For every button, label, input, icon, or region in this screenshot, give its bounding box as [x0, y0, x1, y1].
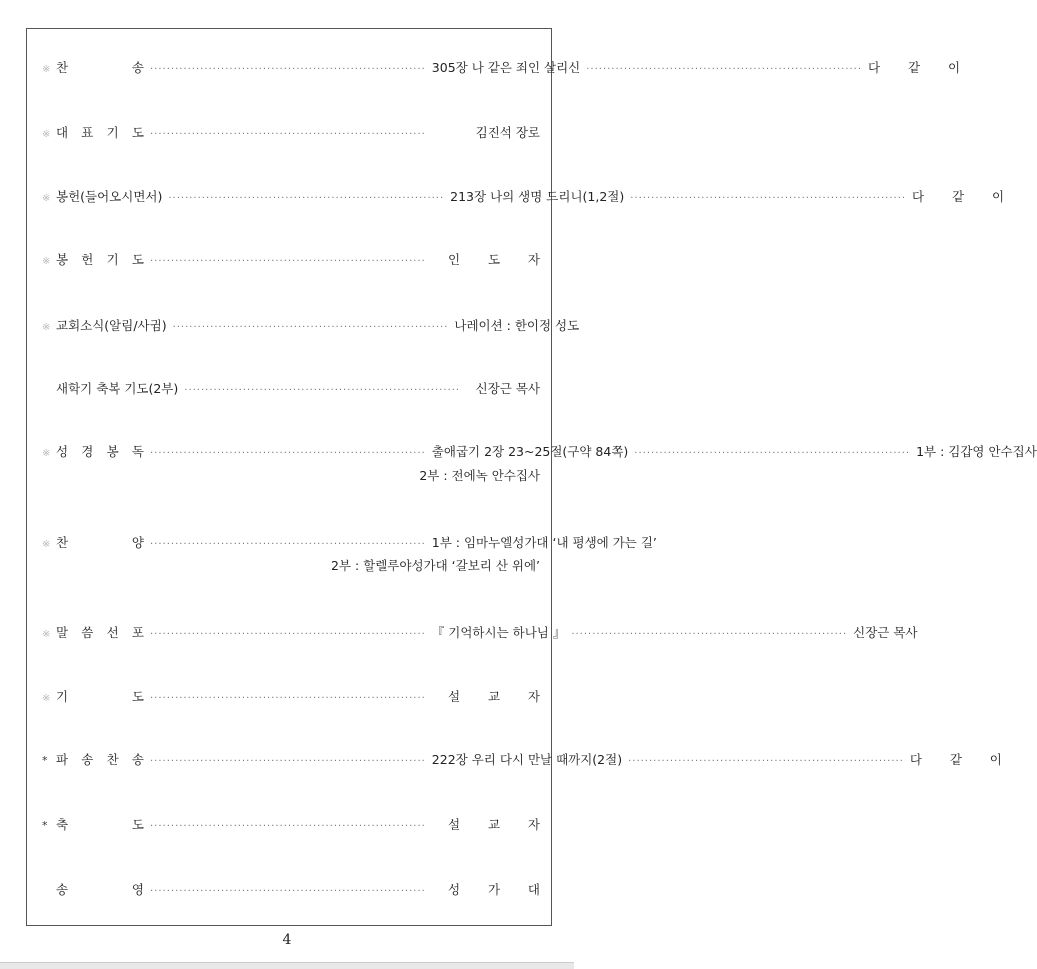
order-item-leader [910, 752, 1002, 768]
order-item-detail: 출애굽기 2장 23~25절(구약 84쪽) [431, 444, 629, 459]
title-char: 독 [131, 444, 144, 459]
order-item-leader [448, 882, 540, 898]
order-row [42, 60, 961, 78]
title-char: 송 [131, 60, 144, 75]
leader-dots: ·································································· [571, 629, 848, 640]
leader-char: 성 [448, 882, 461, 897]
leader-dots: ·································································· [150, 256, 426, 267]
title-char: 경 [81, 444, 94, 459]
order-item-leader: 신장근 목사 [853, 625, 918, 640]
leader-char: 교 [487, 817, 501, 832]
leader-dots: ·································································· [586, 64, 863, 75]
title-char: 도 [131, 252, 144, 267]
leader-char: 이 [991, 189, 1005, 204]
title-char: 도 [131, 125, 144, 140]
leader-char: 같 [949, 752, 962, 767]
title-char: 송 [131, 752, 144, 767]
order-item-title [56, 444, 144, 460]
order-item-title: 교회소식(알림/사귐) [56, 318, 167, 333]
order-row [42, 318, 580, 336]
order-item-title [56, 252, 144, 268]
order-row [42, 381, 540, 399]
order-item-title [56, 535, 144, 551]
leader-dots: ·································································· [150, 64, 426, 75]
title-char: 포 [131, 625, 144, 640]
standing-mark: ※ [42, 629, 51, 640]
order-row [42, 252, 540, 270]
order-row [42, 625, 918, 643]
title-char: 찬 [106, 752, 119, 767]
leader-char: 다 [909, 752, 922, 767]
order-item-title [56, 689, 144, 705]
leader-dots: ·································································· [184, 385, 461, 396]
leader-char: 설 [448, 817, 461, 832]
order-row [42, 752, 1002, 770]
leader-char: 교 [487, 689, 501, 704]
leader-dots: ·································································· [634, 448, 911, 459]
leader-dots: ·································································· [150, 448, 426, 459]
title-char: 기 [106, 125, 119, 140]
leader-dots: ·································································· [628, 756, 904, 767]
leader-char: 자 [527, 252, 540, 267]
title-char: 도 [131, 689, 144, 704]
title-char: 기 [56, 689, 69, 704]
leader-dots: ·································································· [150, 129, 426, 140]
order-item-leader: 김진석 장로 [475, 125, 540, 140]
leader-dots: ·································································· [630, 193, 907, 204]
title-char: 찬 [56, 60, 69, 75]
title-char: 축 [56, 817, 69, 832]
title-char: 씀 [81, 625, 94, 640]
standing-mark: ※ [42, 539, 51, 550]
title-char: 헌 [81, 252, 94, 267]
title-char: 양 [131, 535, 144, 550]
order-item-title: 봉헌(들어오시면서) [56, 189, 163, 204]
order-row [42, 689, 540, 707]
standing-mark: * [42, 754, 48, 767]
leader-dots: ·································································· [150, 756, 426, 767]
leader-dots: ·································································· [150, 629, 426, 640]
order-item-title [56, 60, 144, 76]
leader-char: 이 [989, 752, 1002, 767]
leader-char: 도 [487, 252, 501, 267]
standing-mark: ※ [42, 193, 51, 204]
title-char: 선 [106, 625, 119, 640]
title-char: 성 [56, 444, 69, 459]
leader-char: 대 [527, 882, 540, 897]
title-char: 송 [81, 752, 94, 767]
order-item-leader [448, 689, 540, 705]
title-char: 도 [131, 817, 144, 832]
order-item-detail: 213장 나의 생명 드리니(1,2절) [450, 189, 625, 204]
order-row [42, 882, 540, 900]
leader-char: 같 [952, 189, 965, 204]
leader-char: 같 [907, 60, 921, 75]
leader-char: 가 [487, 882, 501, 897]
title-char: 기 [106, 252, 119, 267]
page-footer-divider [0, 962, 574, 969]
title-char: 표 [81, 125, 94, 140]
order-item-leader: 1부 : 김갑영 안수집사 [916, 444, 1037, 459]
order-row [42, 125, 540, 143]
order-item-title [56, 817, 144, 833]
order-item-leader [868, 60, 960, 76]
order-item-leader: 1부 : 임마누엘성가대 ‘내 평생에 가는 길’ [431, 535, 657, 550]
leader-dots: ·································································· [150, 821, 426, 832]
order-item-title [56, 752, 144, 768]
title-char: 파 [56, 752, 69, 767]
order-row [42, 444, 1037, 462]
standing-mark: ※ [42, 129, 51, 140]
standing-mark: ※ [42, 64, 51, 75]
title-char: 영 [131, 882, 144, 897]
order-item-leader [912, 189, 1004, 205]
standing-mark: ※ [42, 256, 51, 267]
leader-dots: ·································································· [150, 539, 426, 550]
leader-dots: ·································································· [150, 886, 426, 897]
leader-char: 설 [448, 689, 461, 704]
order-item-leader [448, 817, 540, 833]
order-item-title [56, 125, 144, 141]
order-item-detail: 222장 우리 다시 만날 때까지(2절) [431, 752, 623, 767]
leader-dots: ·································································· [150, 693, 426, 704]
title-char: 송 [56, 882, 69, 897]
standing-mark: * [42, 819, 48, 832]
leader-char: 다 [868, 60, 881, 75]
leader-char: 자 [527, 817, 540, 832]
title-char: 말 [56, 625, 69, 640]
page-number: 4 [282, 932, 292, 948]
title-char: 찬 [56, 535, 69, 550]
leader-char: 인 [448, 252, 461, 267]
leader-dots: ·································································· [168, 193, 445, 204]
order-item-title [56, 625, 144, 641]
standing-mark: ※ [42, 448, 51, 459]
order-row [42, 817, 540, 835]
order-item-second-line: 2부 : 전에녹 안수집사 [419, 468, 540, 483]
order-row [42, 535, 657, 553]
order-item-title: 새학기 축복 기도(2부) [56, 381, 179, 396]
standing-mark: ※ [42, 693, 51, 704]
standing-mark: ※ [42, 322, 51, 333]
leader-char: 다 [912, 189, 925, 204]
title-char: 봉 [56, 252, 69, 267]
leader-char: 자 [527, 689, 540, 704]
order-row [42, 189, 1005, 207]
order-item-second-line: 2부 : 할렐루야성가대 ‘갈보리 산 위에’ [330, 558, 540, 573]
title-char: 봉 [106, 444, 119, 459]
order-item-detail: 305장 나 같은 죄인 살리신 [431, 60, 581, 75]
order-item-detail: 『 기억하시는 하나님 』 [431, 625, 566, 640]
order-item-title [56, 882, 144, 898]
title-char: 대 [56, 125, 69, 140]
leader-dots: ·································································· [172, 322, 449, 333]
order-item-leader: 신장근 목사 [475, 381, 540, 396]
order-item-leader: 나레이션 : 한이정 성도 [454, 318, 580, 333]
order-item-leader [448, 252, 540, 268]
leader-char: 이 [947, 60, 961, 75]
